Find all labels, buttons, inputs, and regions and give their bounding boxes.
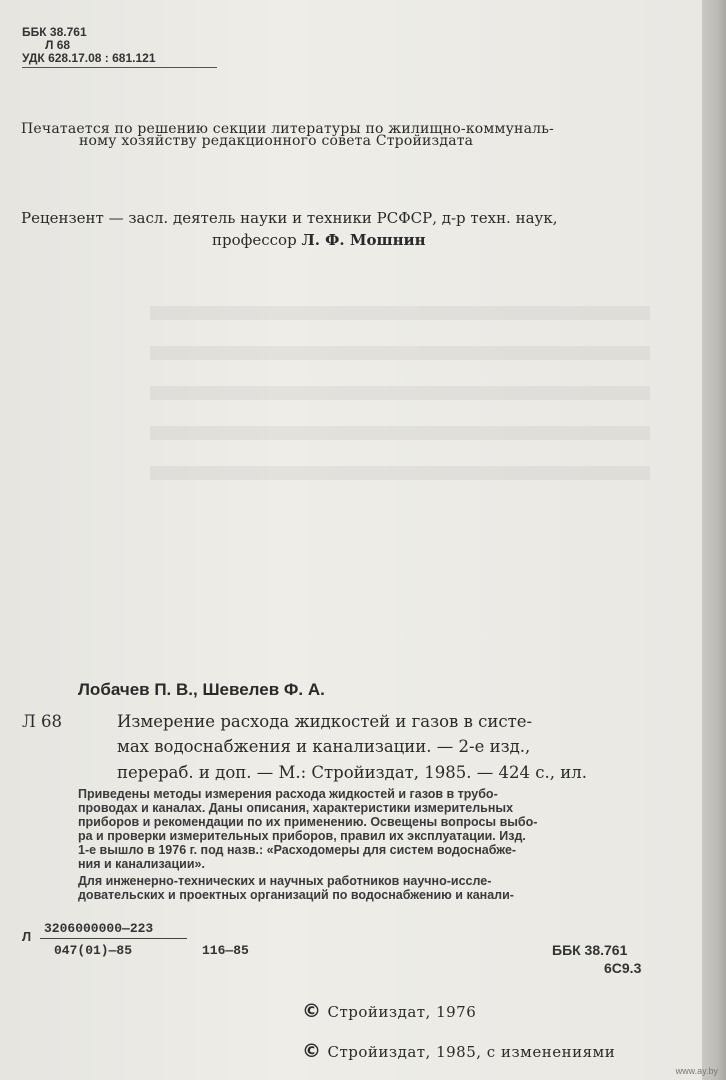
entry-authors: Лобачев П. В., Шевелев Ф. А.: [78, 680, 325, 699]
reviewer-line-1: Рецензент — засл. деятель науки и техники РСФСР, д-р техн. наук,: [21, 209, 558, 227]
abstract-line-3: приборов и рекомендации по их применению. Освещены вопросы выбо-: [78, 815, 538, 829]
copyright-icon: ©: [302, 1000, 322, 1022]
abstract-line-5: 1-е вышло в 1976 г. под назв.: «Расходомеры для систем водоснабже-: [78, 843, 517, 857]
entry-code: Л 68: [22, 712, 63, 731]
classification-denominator: 047(01)—85: [54, 943, 133, 958]
entry-title-line-3: перераб. и доп. — М.: Стройиздат, 1985. — 424 с., ил.: [117, 763, 587, 782]
show-through-text: [150, 280, 650, 480]
udk-code: УДК 628.17.08 : 681.121: [22, 51, 156, 65]
copyright-1976-text: Стройиздат, 1976: [327, 1003, 477, 1021]
reviewer-name: Л. Ф. Мошнин: [301, 231, 426, 249]
l-code: Л 68: [45, 38, 71, 52]
abstract-line-7: Для инженерно-технических и научных работников научно-иссле-: [78, 874, 492, 888]
entry-title-line-2: мах водоснабжения и канализации. — 2-е изд.,: [117, 737, 531, 756]
classification-numerator: 3206000000—223: [44, 921, 154, 936]
fraction-line: [40, 938, 187, 939]
imprint-line-1: Печатается по решению секции литературы по жилищно-коммуналь-: [21, 121, 554, 137]
reviewer-title: профессор: [212, 231, 302, 249]
entry-title-line-1: Измерение расхода жидкостей и газов в систе-: [117, 712, 533, 731]
classification-number: 116—85: [202, 943, 249, 958]
classification-letter: Л: [22, 929, 32, 944]
header-rule: [22, 67, 217, 68]
abstract-line-8: довательских и проектных организаций по водоснабжению и канали-: [78, 888, 514, 902]
abstract-line-1: Приведены методы измерения расхода жидкостей и газов в трубо-: [78, 787, 498, 801]
copyright-1976: [302, 1000, 476, 1022]
copyright-1985: [302, 1040, 615, 1062]
reviewer-line-2: [212, 229, 426, 251]
abstract-line-4: ра и проверки измерительных приборов, правил их эксплуатации. Изд.: [78, 829, 526, 843]
imprint-line-2: ному хозяйству редакционного совета Стройиздата: [79, 133, 474, 149]
abstract-line-2: проводах и каналах. Даны описания, характеристики измерительных: [78, 801, 514, 815]
copyright-1985-text: Стройиздат, 1985, с изменениями: [327, 1043, 616, 1061]
book-spine-edge: [702, 0, 726, 1080]
copyright-icon: ©: [302, 1040, 322, 1062]
header-codes: [22, 26, 156, 65]
footer-bbk-code: ББК 38.761: [552, 942, 628, 958]
footer-6c9-code: 6С9.3: [604, 960, 642, 976]
bbk-code: ББК 38.761: [22, 25, 87, 39]
abstract-line-6: ния и канализации».: [78, 857, 205, 871]
watermark: www.ay.by: [675, 1066, 718, 1076]
